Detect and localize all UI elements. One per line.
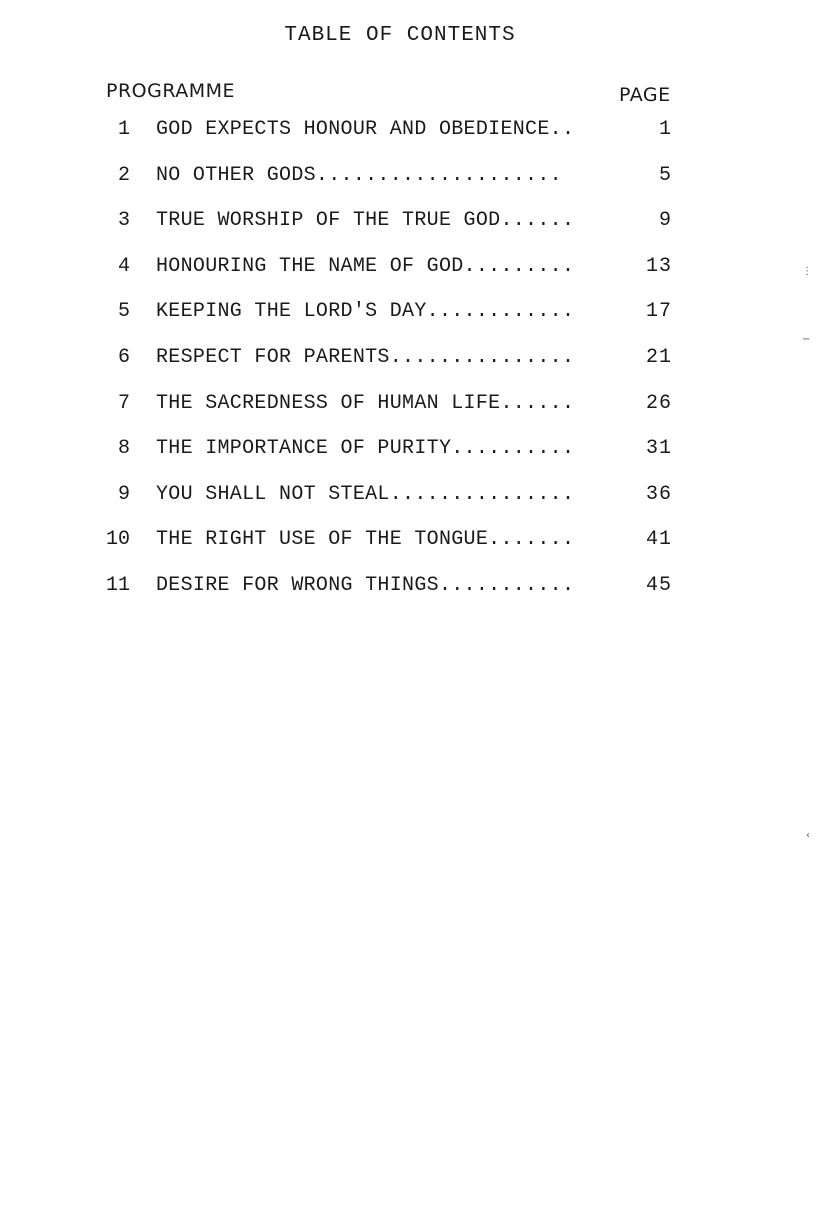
entry-title: TRUE WORSHIP OF THE TRUE GOD...... xyxy=(156,209,575,233)
page-column-header: PAGE xyxy=(619,84,671,106)
scan-speck: ⋮ xyxy=(802,266,812,277)
entry-title: RESPECT FOR PARENTS............... xyxy=(156,345,575,369)
entry-number: 9 xyxy=(117,482,130,506)
toc-entry xyxy=(100,298,672,344)
entry-number: 8 xyxy=(117,437,130,461)
entry-number: 2 xyxy=(117,163,130,187)
entry-number: 11 xyxy=(105,573,130,597)
entry-title: NO OTHER GODS.................... xyxy=(156,163,562,187)
entry-number: 7 xyxy=(117,391,130,415)
toc-entry xyxy=(100,526,672,572)
toc-entry xyxy=(100,435,672,481)
entry-title: KEEPING THE LORD'S DAY............ xyxy=(156,300,575,324)
entry-title: HONOURING THE NAME OF GOD......... xyxy=(156,254,575,278)
entry-number: 6 xyxy=(117,345,130,369)
entry-title: GOD EXPECTS HONOUR AND OBEDIENCE.. xyxy=(156,118,575,141)
programme-column-header: PROGRAMME xyxy=(106,80,236,102)
entry-title: THE SACREDNESS OF HUMAN LIFE...... xyxy=(156,391,575,415)
entry-title: THE RIGHT USE OF THE TONGUE....... xyxy=(156,528,575,552)
entry-number: 3 xyxy=(117,209,130,233)
entry-page: 13 xyxy=(645,254,672,278)
entry-number: 1 xyxy=(117,118,130,141)
toc-entry xyxy=(100,116,672,162)
entry-page: 26 xyxy=(645,391,672,415)
entry-number: 5 xyxy=(117,300,130,324)
entry-page: 45 xyxy=(645,573,672,597)
entry-page: 9 xyxy=(658,209,672,233)
toc-entry xyxy=(100,162,672,208)
entry-title: DESIRE FOR WRONG THINGS........... xyxy=(156,573,575,597)
toc-entry xyxy=(100,207,672,253)
entry-page: 5 xyxy=(658,163,672,187)
entry-page: 17 xyxy=(645,300,672,324)
toc-entry xyxy=(100,572,672,618)
entry-page: 1 xyxy=(658,118,672,141)
entry-page: 21 xyxy=(645,345,672,369)
entry-number: 4 xyxy=(117,254,130,278)
toc-entry xyxy=(100,390,672,436)
entry-page: 31 xyxy=(645,437,672,461)
entry-number: 10 xyxy=(105,528,130,552)
scan-speck: − xyxy=(802,334,811,345)
entry-title: YOU SHALL NOT STEAL............... xyxy=(156,482,575,506)
entry-title: THE IMPORTANCE OF PURITY.......... xyxy=(156,437,575,461)
toc-entry xyxy=(100,481,672,527)
toc-entry xyxy=(100,253,672,299)
toc-entry xyxy=(100,344,672,390)
page-title: TABLE OF CONTENTS xyxy=(284,24,516,47)
entry-page: 36 xyxy=(645,482,672,506)
toc-list xyxy=(100,116,672,618)
entry-page: 41 xyxy=(645,528,672,552)
scan-speck: ‹ xyxy=(806,830,810,841)
